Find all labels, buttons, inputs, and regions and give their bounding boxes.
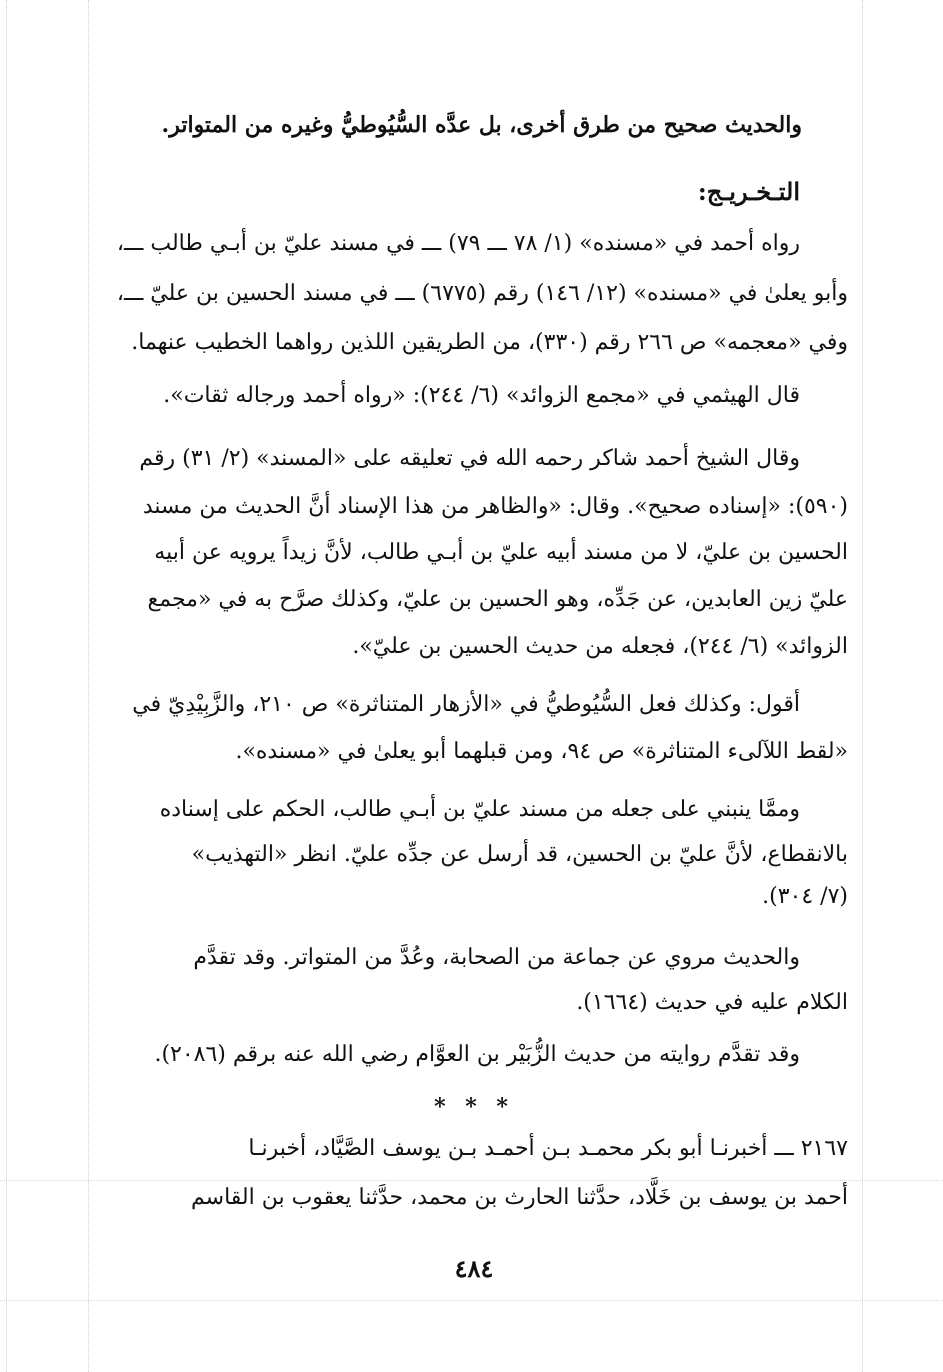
- text-line: عليّ زين العابدين، عن جَدِّه، وهو الحسين بن عليّ، وكذلك صرَّح به في «مجمع: [147, 587, 848, 612]
- section-separator: * * *: [434, 1094, 514, 1120]
- text-body: [100, 0, 848, 1372]
- text-line: وأبو يعلىٰ في «مسنده» (١٢/ ١٤٦) رقم (٦٧٧٥) ـــ في مسند الحسين بن عليّ ـــ،: [116, 281, 848, 306]
- text-line: الحسين بن عليّ، لا من مسند أبيه عليّ بن أبـي طالب، لأنَّ زيداً يرويه عن أبيه: [154, 540, 848, 565]
- text-line: الزوائد» (٦/ ٢٤٤)، فجعله من حديث الحسين بن عليّ».: [352, 634, 848, 659]
- text-line: أحمد بن يوسف بن خَلَّاد، حدَّثنا الحارث بن محمد، حدَّثنا يعقوب بن القاسم: [191, 1185, 848, 1210]
- text-line: (٥٩٠): «إسناده صحيح». وقال: «والظاهر من هذا الإسناد أنَّ الحديث من مسند: [142, 494, 848, 519]
- text-line: الكلام عليه في حديث (١٦٦٤).: [576, 990, 848, 1015]
- scan-guide-line: [6, 0, 7, 1372]
- page-number: ٤٨٤: [454, 1254, 494, 1283]
- text-line: وفي «معجمه» ص ٢٦٦ رقم (٣٣٠)، من الطريقين اللذين رواهما الخطيب عنهما.: [131, 330, 848, 355]
- text-line: رواه أحمد في «مسنده» (١/ ٧٨ ـــ ٧٩) ـــ في مسند عليّ بن أبـي طالب ـــ،: [116, 231, 800, 256]
- text-line: (٧/ ٣٠٤).: [762, 884, 848, 909]
- text-line: وقال الشيخ أحمد شاكر رحمه الله في تعليقه على «المسند» (٢/ ٣١) رقم: [139, 446, 800, 471]
- text-line: والحديث مروي عن جماعة من الصحابة، وعُدَّ من المتواتر. وقد تقدَّم: [193, 945, 800, 970]
- text-line: أقول: وكذلك فعل السُّيُوطيُّ في «الأزهار المتناثرة» ص ٢١٠، والزَّبِيْدِيّ في: [132, 692, 800, 717]
- text-line: بالانقطاع، لأنَّ عليّ بن الحسين، قد أرسل عن جدِّه عليّ. انظر «التهذيب»: [191, 842, 848, 867]
- text-line: وممَّا ينبني على جعله من مسند عليّ بن أبـي طالب، الحكم على إسناده: [159, 797, 800, 822]
- text-line: ٢١٦٧ ـــ أخبرنـا أبو بكر محمـد بـن أحمـد بـن يوسف الصَّيَّاد، أخبرنـا: [248, 1136, 848, 1161]
- text-line: «لقط اللآلىء المتناثرة» ص ٩٤، ومن قبلهما أبو يعلىٰ في «مسنده».: [235, 739, 848, 764]
- scan-guide-line: [88, 0, 89, 1372]
- scan-guide-line: [862, 0, 863, 1372]
- text-line: والحديث صحيح من طرق أخرى، بل عدَّه السُّيُوطيُّ وغيره من المتواتر.: [161, 112, 802, 138]
- section-heading: التـخـريـج:: [697, 177, 800, 206]
- text-line: قال الهيثمي في «مجمع الزوائد» (٦/ ٢٤٤): «رواه أحمد ورجاله ثقات».: [163, 383, 800, 408]
- text-line: وقد تقدَّم روايته من حديث الزُّبَيْر بن العوَّام رضي الله عنه برقم (٢٠٨٦).: [154, 1042, 800, 1067]
